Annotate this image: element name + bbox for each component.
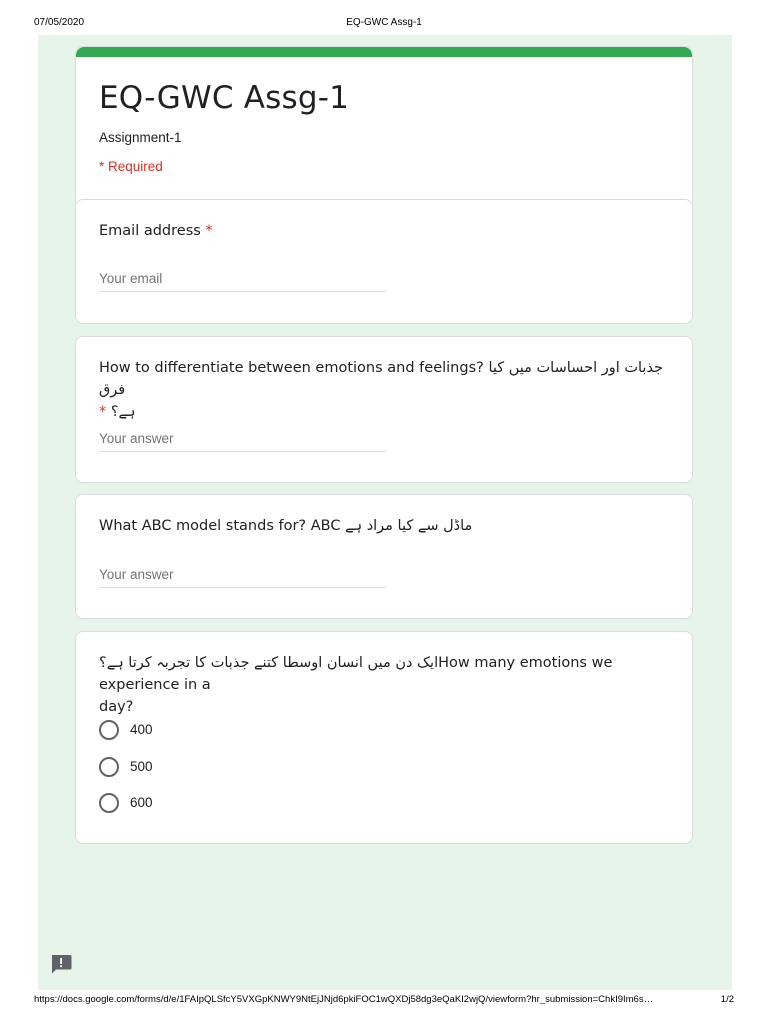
question-card-abc-model <box>75 494 693 619</box>
answer-field[interactable] <box>99 567 386 588</box>
print-url: https://docs.google.com/forms/d/e/1FAIpQLSfcY5VXGpKNWY9NtEjJNjd6pkiFOC1wQXDj58dg3eQaKI2wjQ/viewform?hr_submission=ChkI9Im6s… <box>34 994 654 1005</box>
required-note: * Required <box>99 159 163 174</box>
form-canvas <box>38 35 732 990</box>
answer-field[interactable] <box>99 431 386 452</box>
form-title: EQ-GWC Assg-1 <box>99 80 350 116</box>
print-footer <box>0 994 768 1008</box>
question-label <box>99 220 670 242</box>
form-description: Assignment-1 <box>99 130 182 145</box>
option-label: 500 <box>130 759 153 774</box>
question-text: How to differentiate between emotions and feelings? جذبات اور احساسات میں کیا فرق <box>99 360 664 398</box>
print-date: 07/05/2020 <box>34 17 85 28</box>
print-header <box>0 17 768 31</box>
radio-button[interactable] <box>99 757 119 777</box>
question-card-email <box>75 199 693 324</box>
question-card-emotions-count <box>75 631 693 844</box>
answer-input[interactable] <box>99 431 386 446</box>
print-title: EQ-GWC Assg-1 <box>346 17 422 28</box>
question-text-line2: ہے؟ * <box>99 404 136 420</box>
radio-button[interactable] <box>99 793 119 813</box>
email-input[interactable] <box>99 271 386 286</box>
feedback-icon-svg <box>50 954 72 974</box>
option-label: 600 <box>130 795 153 810</box>
option-label: 400 <box>130 722 153 737</box>
radio-button[interactable] <box>99 720 119 740</box>
form-header-card <box>75 46 693 222</box>
question-text: Email address <box>99 223 201 239</box>
page-number: 1/2 <box>720 994 734 1005</box>
question-text: What ABC model stands for? ABC ماڈل سے کیا مراد ہے <box>99 518 473 534</box>
required-star: * <box>205 223 213 239</box>
feedback-icon[interactable] <box>50 954 72 974</box>
question-card-emotions-feelings <box>75 336 693 483</box>
question-text-line2: day? <box>99 699 134 715</box>
question-label <box>99 357 670 423</box>
header-accent-bar <box>76 47 692 57</box>
question-label <box>99 515 670 537</box>
question-text: ایک دن میں انسان اوسطا کتنے جذبات کا تجربہ کرتا ہے؟How many emotions we experience in a <box>99 655 613 693</box>
required-star: * <box>99 404 107 420</box>
email-field[interactable] <box>99 271 386 292</box>
answer-input[interactable] <box>99 567 386 582</box>
question-label <box>99 652 670 718</box>
